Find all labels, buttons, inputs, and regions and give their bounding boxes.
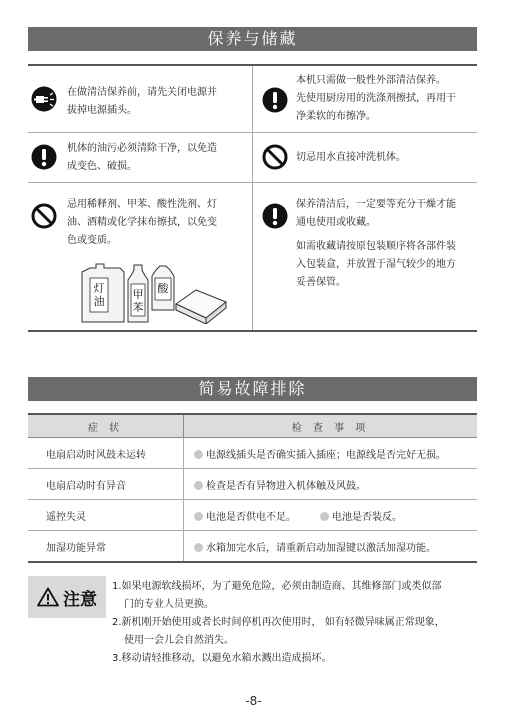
oil-dirt-text: 机体的油污必须清除干净，以免造 成变色、破损。 [67, 143, 217, 172]
toluene-label: 甲苯 [132, 288, 144, 314]
check-header: 检 查 事 项 [184, 414, 478, 438]
general-clean-text: 本机只需做一般性外部清洁保养。 先使用厨房用的洗涤剂擦拭，再用干 净柔软的布擦净。 [296, 75, 456, 122]
troubleshooting-table [28, 413, 477, 563]
symptom-cell: 电扇启动时风鼓未运转 [28, 438, 184, 469]
warning-triangle-icon [37, 587, 59, 607]
table-row [28, 438, 477, 469]
bullet-dot [320, 512, 329, 521]
symptom-cell: 遥控失灵 [28, 500, 184, 531]
table-row [28, 500, 477, 531]
check-cell: 电源线插头是否确实插入插座；电源线是否完好无损。 [184, 438, 478, 469]
acid-label: 酸 [157, 282, 169, 295]
maintenance-title: 保养与储藏 [28, 27, 477, 51]
lamp-oil-label: 灯油 [93, 282, 105, 308]
dry-storage-text: 保养清洁后，一定要等充分干燥才能 通电使用或收藏。 [296, 199, 456, 228]
power-off-text: 在做清洁保养前，请先关闭电源并 拔掉电源插头。 [67, 87, 217, 116]
check-cell: 电池是否供电不足。 电池是否装反。 [184, 500, 478, 531]
bullet-dot [194, 512, 203, 521]
grid-column-divider [252, 66, 253, 330]
check-cell: 水箱加完水后，请重新启动加湿键以激活加湿功能。 [184, 531, 478, 563]
note-item: 1.如果电源软线损坏，为了避免危险，必须由制造商、其维修部门或类似部 门的专业人员更换。 [112, 581, 442, 610]
page-number: -8- [245, 694, 262, 708]
caution-badge [28, 576, 106, 618]
bullet-dot [194, 450, 203, 459]
check-cell: 检查是否有异物进入机体触及风鼓。 [184, 469, 478, 500]
pack-storage-text: 如需收藏请按原包装顺序将各部件装 入包装盒，并放置于湿气较少的地方 妥善保管。 [296, 241, 456, 288]
table-header-row [28, 414, 477, 438]
caution-notes [112, 578, 482, 668]
symptom-cell: 加湿功能异常 [28, 531, 184, 563]
bullet-dot [194, 543, 203, 552]
table-row [28, 469, 477, 500]
caution-label: 注意 [63, 589, 97, 610]
troubleshooting-title: 简易故障排除 [28, 377, 477, 401]
unplug-icon [31, 86, 57, 112]
symptom-cell: 电扇启动时有异音 [28, 469, 184, 500]
no-water-text: 切忌用水直接冲洗机体。 [296, 152, 406, 163]
bullet-dot [194, 481, 203, 490]
mandatory-exclamation-icon [262, 203, 288, 229]
mandatory-exclamation-icon [31, 144, 57, 170]
no-chemicals-text: 忌用稀释剂、甲苯、酸性洗剂、灯 油、酒精或化学抹布擦拭，以免变 色或变质。 [67, 199, 217, 246]
symptom-header: 症 状 [28, 414, 184, 438]
prohibited-icon [31, 203, 57, 229]
note-item: 2.新机刚开始使用或者长时间停机再次使用时， 如有轻微异味属正常现象， 使用一会儿会自然消失。 [112, 617, 445, 646]
mandatory-exclamation-icon [262, 87, 288, 113]
grid-bottom-border [28, 330, 477, 332]
note-item: 3.移动请轻推移动，以避免水箱水溅出造成损坏。 [112, 653, 332, 664]
chemical-products-illustration [80, 262, 230, 324]
table-row [28, 531, 477, 563]
prohibited-icon [262, 144, 288, 170]
